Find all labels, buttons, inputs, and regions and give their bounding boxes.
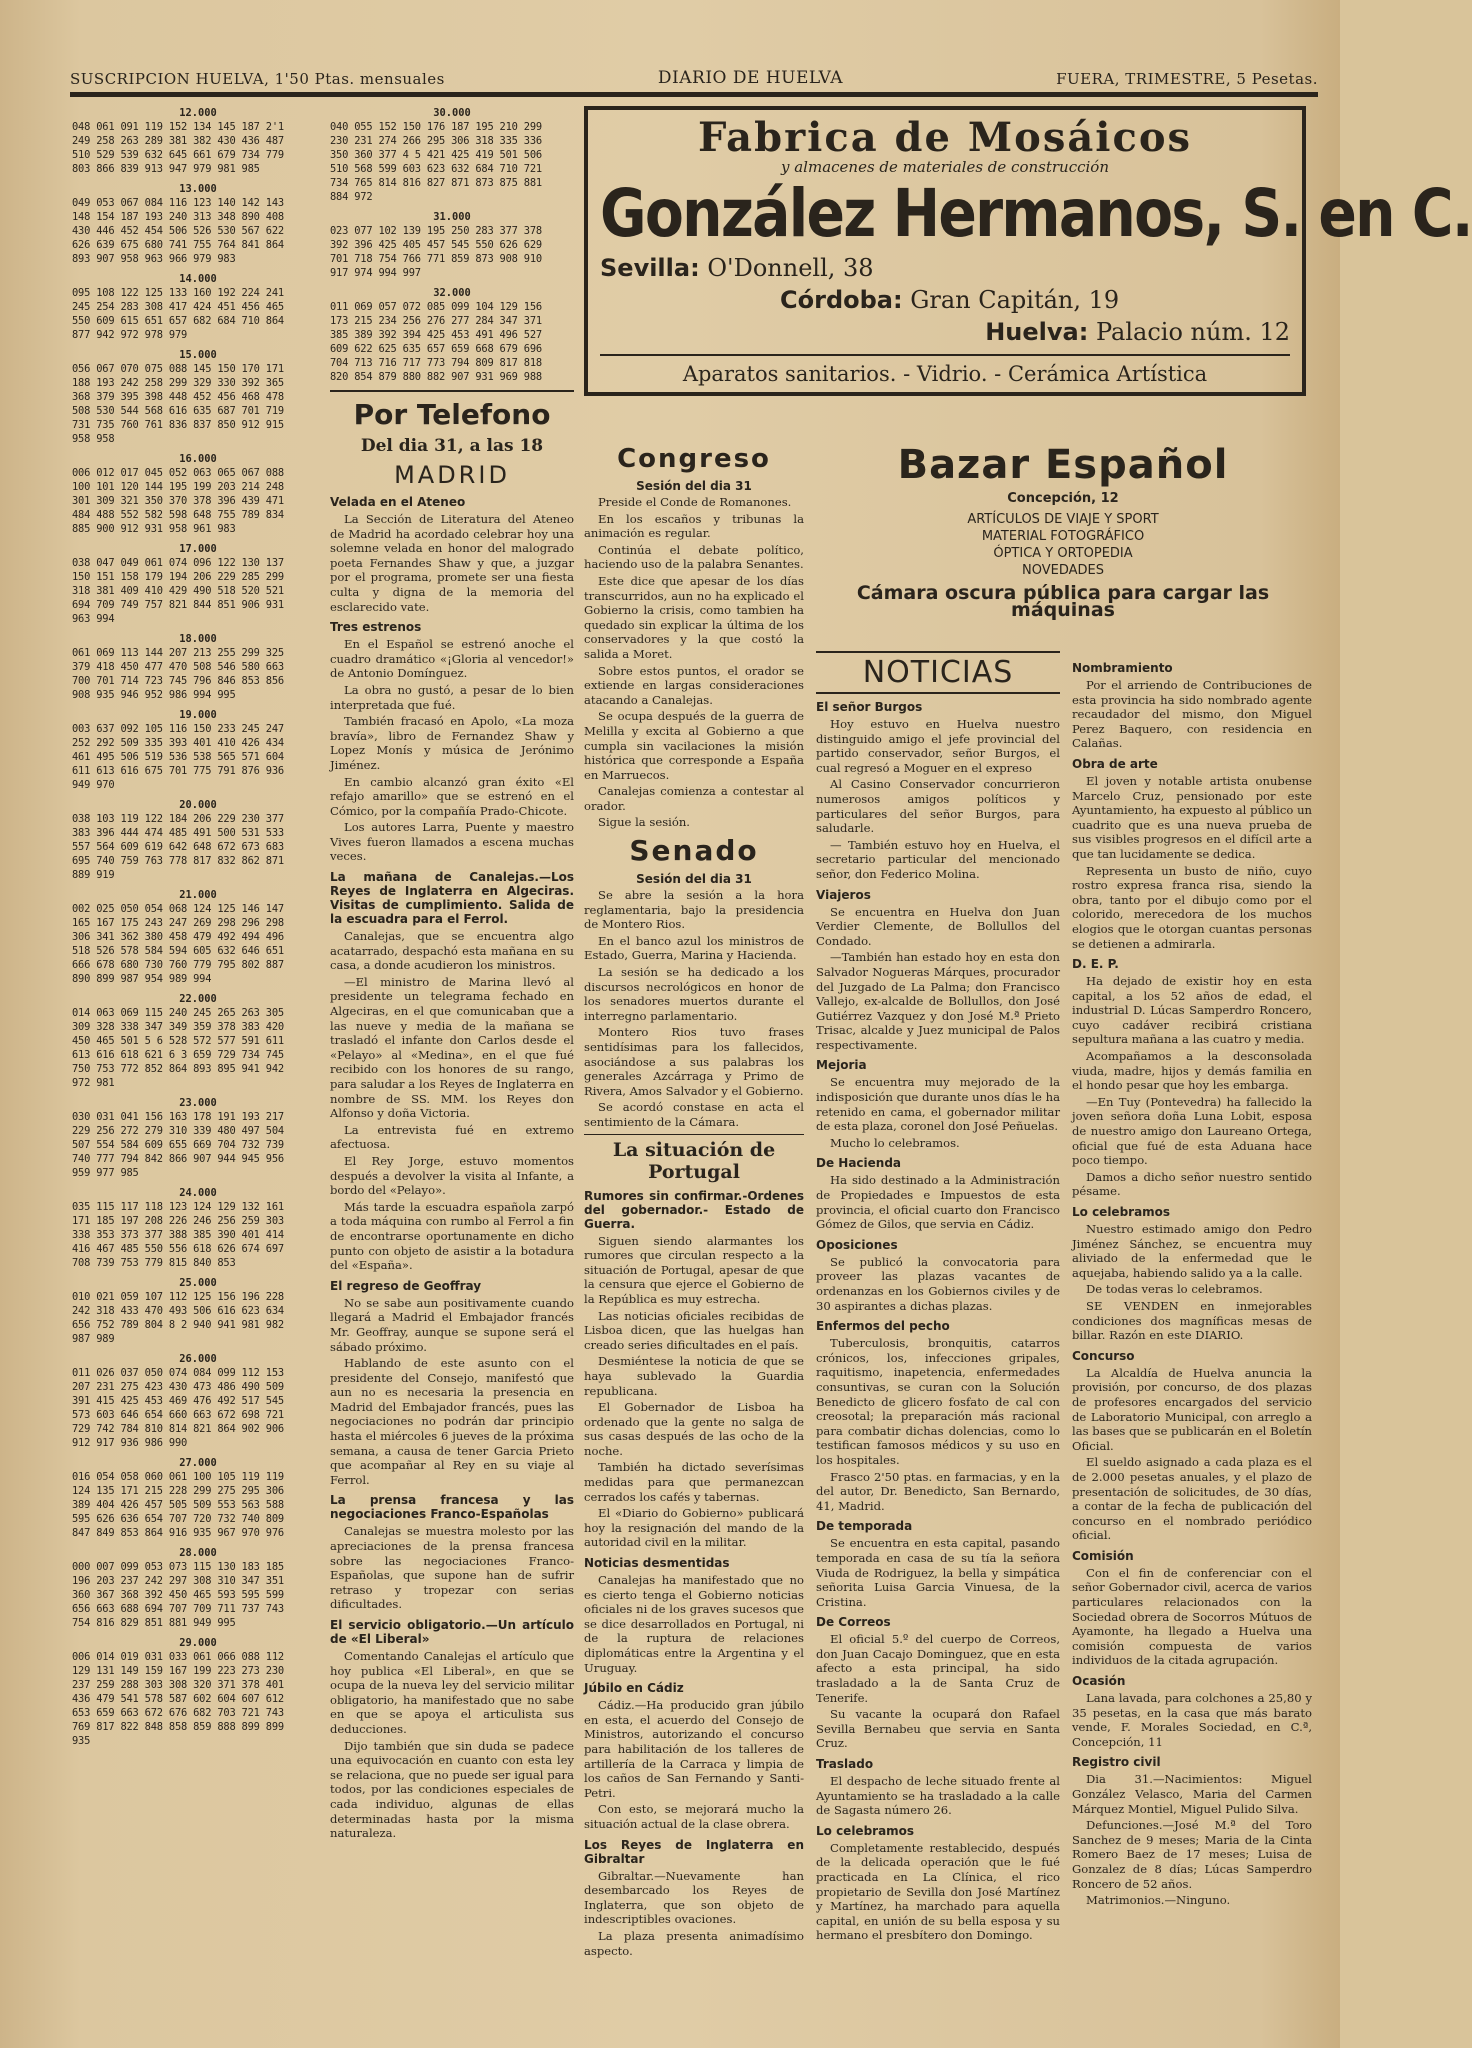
paragraph: El joven y notable artista onubense Marcelo Cruz, pensionado por este Ayuntamiento, ha expuesto al público un cuadrito que es una nueva prueba de sus visibles progresos en el difícil arte a que tan lucidamente se dedica. <box>1072 773 1312 861</box>
divider <box>584 1134 804 1135</box>
section-heading: De Correos <box>816 1615 891 1630</box>
paragraph: Canalejas comienza a contestar al orador. <box>584 784 804 813</box>
section-heading: Ocasión <box>1072 1674 1126 1689</box>
paragraph: En el banco azul los ministros de Estado, Guerra, Marina y Hacienda. <box>584 933 804 963</box>
ad-huelva-label: Huelva: <box>985 318 1089 346</box>
lottery-list-col2 <box>330 106 574 384</box>
lottery-number-row: 908 935 946 952 986 994 995 <box>72 689 236 701</box>
paragraph: Con el fin de conferenciar con el señor Gobernador civil, acerca de varios particulares relacionados con la Sociedad obrera de Socorros Mútuos de Ayamonte, ha llegado a Huelva una comisión compuesta de varios individuos de la citada agrupación. <box>1072 1565 1312 1668</box>
section-heading: Lo celebramos <box>1072 1205 1171 1219</box>
ad-line2: y almacenes de materiales de construcción <box>781 158 1109 176</box>
lottery-number-row: 803 866 839 913 947 979 981 985 <box>72 163 260 175</box>
lottery-number-row: 392 396 425 405 457 545 550 626 629 <box>330 239 542 251</box>
paragraph: Se encuentra en Huelva don Juan Verdier Clemente, de Bollullos del Condado. <box>816 904 1060 948</box>
paragraph: Acompañamos a la desconsolada viuda, madre, hijos y demás familia en el hondo pesar que hoy les embarga. <box>1072 1049 1312 1093</box>
section-heading: Lo celebramos <box>816 1823 915 1838</box>
lottery-thousand-header: 14.000 <box>179 273 217 285</box>
lottery-number-row: 611 613 616 675 701 775 791 876 936 <box>72 765 284 777</box>
lottery-number-row: 518 526 578 584 594 605 632 646 651 <box>72 945 284 957</box>
lottery-number-row: 820 854 879 880 882 907 931 969 988 <box>330 371 542 383</box>
bazar-address: Concepción, 12 <box>1007 491 1119 506</box>
lottery-number-row: 750 753 772 852 864 893 895 941 942 <box>72 1063 284 1075</box>
paragraph: Al Casino Conservador concurrieron numerosos amigos políticos y particulares del señor Burgos, para saludarle. <box>816 777 1060 836</box>
paragraph: También fracasó en Apolo, «La moza bravía», libro de Fernandez Shaw y Lopez Monís y música de Jerónimo Jiménez. <box>330 714 574 772</box>
lottery-number-row: 550 609 615 651 657 682 684 710 864 <box>72 315 284 327</box>
lottery-thousand-header: 27.000 <box>179 1457 217 1469</box>
lottery-number-row: 704 713 716 717 773 794 809 817 818 <box>330 357 542 369</box>
telefono-body <box>330 495 574 1841</box>
paragraph: La plaza presenta animadísimo aspecto. <box>584 1928 804 1958</box>
lottery-number-row: 912 917 936 986 990 <box>72 1437 188 1449</box>
section-heading: Traslado <box>816 1757 874 1772</box>
lottery-number-row: 731 735 760 761 836 837 850 912 915 <box>72 419 284 431</box>
section-heading: La mañana de Canalejas.—Los Reyes de Inglaterra en Algeciras. Visitas de cumplimiento. Salida de la escuadra para el Ferrol. <box>330 870 574 927</box>
lottery-number-row: 450 465 501 5 6 528 572 577 591 611 <box>72 1035 284 1047</box>
telefono-dateline: Del dia 31, a las 18 <box>360 436 544 456</box>
ad-sevilla-address: O'Donnell, 38 <box>707 254 874 282</box>
lottery-number-row: 389 404 426 457 505 509 553 563 588 <box>72 1499 284 1511</box>
lottery-number-row: 061 069 113 144 207 213 255 299 325 <box>72 647 284 659</box>
lottery-number-row: 002 025 050 054 068 124 125 146 147 <box>72 903 284 915</box>
paragraph: Tuberculosis, bronquitis, catarros crónicos, los, infecciones gripales, raquitismo, inapetencia, enfermedades consuntivas, se curan con la Solución Benedicto de glicero fosfato de cal con creosotal; la preparación más racional para combatir dichas dolencias, como lo testifican famosos médicos y su uso en los hospitales. <box>816 1336 1060 1467</box>
paragraph: Representa un busto de niño, cuyo rostro expresa franca risa, siendo la obra, tanto por el dibujo como por el colorido, merecedora de los muchos elogios que le otorgan cuantas personas se detienen a admirarla. <box>1072 863 1312 951</box>
ad-line1: Fabrica de Mosáicos <box>697 114 1193 161</box>
paragraph: SE VENDEN en inmejorables condiciones dos magníficas mesas de billar. Razón en este DIARIO. <box>1072 1298 1312 1343</box>
lottery-number-row: 011 069 057 072 085 099 104 129 156 <box>330 301 542 313</box>
column-noticias <box>816 645 1060 2040</box>
bazar-camera: Cámara oscura pública para cargar las máquinas <box>856 582 1270 621</box>
lottery-number-row: 987 989 <box>72 1333 115 1345</box>
lottery-thousand-header: 20.000 <box>179 799 217 811</box>
lottery-number-row: 769 817 822 848 858 859 888 899 899 <box>72 1721 284 1733</box>
lottery-thousand-header: 18.000 <box>179 633 217 645</box>
lottery-number-row: 847 849 853 864 916 935 967 970 976 <box>72 1527 284 1539</box>
paragraph: Montero Rios tuvo frases sentidísimas para los fallecidos, asociándose a sus palabras los generales Azcárraga y Primo de Rivera, Amos Salvador y el Gobierno. <box>584 1025 804 1098</box>
paragraph: Preside el Conde de Romanones. <box>598 495 792 509</box>
lottery-number-row: 171 185 197 208 226 246 256 259 303 <box>72 1215 284 1227</box>
lottery-thousand-header: 23.000 <box>179 1097 217 1109</box>
senado-title: Senado <box>629 834 759 868</box>
lottery-number-row: 701 718 754 766 771 859 873 908 910 <box>330 253 542 265</box>
paragraph: Se publicó la convocatoria para proveer las plazas vacantes de ordenanzas en los Gobiernos civiles y de 30 aspirantes a dichas plazas. <box>816 1254 1060 1313</box>
lottery-thousand-header: 19.000 <box>179 709 217 721</box>
section-heading: Registro civil <box>1072 1755 1161 1770</box>
lottery-number-row: 100 101 120 144 195 199 203 214 248 <box>72 481 284 493</box>
congreso-session: Sesión del dia 31 <box>636 479 752 493</box>
masthead <box>70 58 1318 97</box>
paragraph: La entrevista fué en extremo afectuosa. <box>330 1122 574 1152</box>
lottery-list-col1 <box>72 100 324 2040</box>
section-heading: El señor Burgos <box>816 700 923 714</box>
lottery-number-row: 383 396 444 474 485 491 500 531 533 <box>72 827 284 839</box>
column-5 <box>1072 655 1312 2040</box>
lottery-number-row: 626 639 675 680 741 755 764 841 864 <box>72 239 284 251</box>
paragraph: Hoy estuvo en Huelva nuestro distinguido amigo el jefe provincial del partido conservador, señor Burgos, el cual regresó a Moguer en el expreso <box>816 717 1060 775</box>
paragraph: En los escaños y tribunas la animación es regular. <box>584 511 804 541</box>
paragraph: Frasco 2'50 ptas. en farmacias, y en la del autor, Dr. Benedicto, San Bernardo, 41, Madrid. <box>816 1469 1060 1513</box>
lottery-number-row: 129 131 149 159 167 199 223 273 230 <box>72 1665 284 1677</box>
section-heading: Enfermos del pecho <box>816 1319 950 1334</box>
lottery-number-row: 613 616 618 621 6 3 659 729 734 745 <box>72 1049 284 1061</box>
lottery-number-row: 207 231 275 423 430 473 486 490 509 <box>72 1381 284 1393</box>
section-heading: Obra de arte <box>1072 756 1158 771</box>
paragraph: De todas veras lo celebramos. <box>1086 1282 1263 1297</box>
lottery-number-row: 048 061 091 119 152 134 145 187 2'1 <box>72 121 284 133</box>
lottery-number-row: 391 415 425 453 469 476 492 517 545 <box>72 1395 284 1407</box>
section-heading: Oposiciones <box>816 1237 898 1252</box>
lottery-number-row: 309 328 338 347 349 359 378 383 420 <box>72 1021 284 1033</box>
bazar-line4: NOVEDADES <box>1022 563 1104 578</box>
lottery-number-row: 124 135 171 215 228 299 275 295 306 <box>72 1485 284 1497</box>
lottery-number-row: 006 014 019 031 033 061 066 088 112 <box>72 1651 284 1663</box>
lottery-number-row: 740 777 794 842 866 907 944 945 956 <box>72 1153 284 1165</box>
lottery-number-row: 049 053 067 084 116 123 140 142 143 <box>72 197 284 209</box>
lottery-thousand-header: 28.000 <box>179 1547 217 1559</box>
section-heading: Comisión <box>1072 1548 1134 1563</box>
lottery-thousand-header: 26.000 <box>179 1353 217 1365</box>
lottery-number-row: 148 154 187 193 240 313 348 890 408 <box>72 211 284 223</box>
paragraph: También ha dictado severísimas medidas para que permanezcan cerrados los cafés y tabernas. <box>584 1460 804 1504</box>
lottery-number-row: 011 026 037 050 074 084 099 112 153 <box>72 1367 284 1379</box>
paragraph: Siguen siendo alarmantes los rumores que circulan respecto a la situación de Portugal, apesar de que la censura que ejerce el Gobierno de la República es muy estrecha. <box>584 1233 804 1306</box>
lottery-number-row: 338 353 373 377 388 385 390 401 414 <box>72 1229 284 1241</box>
lottery-number-row: 708 739 753 779 815 840 853 <box>72 1257 236 1269</box>
lottery-number-row: 510 568 599 603 623 632 684 710 721 <box>330 163 542 175</box>
ad-footer: Aparatos sanitarios. - Vidrio. - Cerámica Artística <box>600 354 1290 386</box>
lottery-number-row: 350 360 377 4 5 421 425 419 501 506 <box>330 149 542 161</box>
paragraph: Dijo también que sin duda se padece una equivocación en cuanto con esta ley se relaciona, que no puede ser igual para todos, por las condiciones especiales de cada individuo, algunas de ellas determinadas hasta por la misma naturaleza. <box>330 1738 574 1841</box>
ad-huelva <box>600 316 1290 348</box>
paragraph: El despacho de leche situado frente al Ayuntamiento se ha trasladado a la calle de Sagasta número 26. <box>816 1774 1060 1818</box>
lottery-thousand-header: 30.000 <box>433 107 471 119</box>
lottery-number-row: 430 446 452 454 506 526 530 567 622 <box>72 225 284 237</box>
newspaper-name: DIARIO DE HUELVA <box>657 68 844 88</box>
lottery-number-row: 959 977 985 <box>72 1167 139 1179</box>
paragraph: Se ocupa después de la guerra de Melilla y excita al Gobierno a que cumpla sin vacilaciones la misión histórica que corresponde a España en Marruecos. <box>584 709 804 782</box>
paragraph: — También estuvo hoy en Huelva, el secretario particular del mencionado señor, don Federico Molina. <box>816 837 1060 881</box>
paragraph: Canalejas, que se encuentra algo acatarrado, despachó esta mañana en su casa, a donde acudieron los ministros. <box>330 929 574 973</box>
column-2 <box>330 100 574 2040</box>
paragraph: Damos a dicho señor nuestro sentido pésame. <box>1072 1169 1312 1199</box>
section-heading: De temporada <box>816 1519 913 1534</box>
paragraph: Continúa el debate político, haciendo uso de la palabra Senantes. <box>584 542 804 572</box>
paragraph: Se encuentra muy mejorado de la indisposición que durante unos días le ha retenido en cama, el gobernador militar de esta plaza, coronel don José Peñuelas. <box>816 1075 1060 1134</box>
lottery-number-row: 653 659 663 672 676 682 703 721 743 <box>72 1707 284 1719</box>
lottery-thousand-header: 16.000 <box>179 453 217 465</box>
lottery-thousand-header: 17.000 <box>179 543 217 555</box>
section-heading: Velada en el Ateneo <box>330 495 466 509</box>
ad-sevilla <box>600 252 1290 284</box>
paragraph: Con esto, se mejorará mucho la situación actual de la clase obrera. <box>584 1802 804 1831</box>
lottery-number-row: 656 663 688 694 707 709 711 737 743 <box>72 1603 284 1615</box>
bazar-line1: ARTÍCULOS DE VIAJE Y SPORT <box>967 512 1159 527</box>
paragraph: —En Tuy (Pontevedra) ha fallecido la joven señora doña Luna Lobit, esposa de nuestro amigo don Laureano Ortega, oficial que fué de esta Aduana hace poco tiempo. <box>1072 1094 1312 1168</box>
congreso-body <box>584 495 804 830</box>
subscription-local: SUSCRIPCION HUELVA, 1'50 Ptas. mensuales <box>70 70 445 88</box>
lottery-number-row: 229 256 272 279 310 339 480 497 504 <box>72 1125 284 1137</box>
paragraph: La Sección de Literatura del Ateneo de Madrid ha acordado celebrar hoy una solemne velada en honor del malogrado poeta Fernandes Shaw y que, a juzgar por el programa, promete ser una fiesta culta y digna de la memoria del esclarecido vate. <box>330 512 574 614</box>
paragraph: Mucho lo celebramos. <box>830 1135 960 1150</box>
paragraph: Más tarde la escuadra española zarpó a toda máquina con rumbo al Ferrol a fin de encontrarse oportunamente en dicho punto con objeto de asistir a la botadura del «España». <box>330 1199 574 1273</box>
lottery-number-row: 003 637 092 105 116 150 233 245 247 <box>72 723 284 735</box>
lottery-number-row: 014 063 069 115 240 245 265 263 305 <box>72 1007 284 1019</box>
ad-cordoba <box>600 284 1290 316</box>
ad-company-name: González Hermanos, S. en C. <box>600 175 1472 252</box>
lottery-thousand-header: 12.000 <box>179 107 217 119</box>
paragraph: Matrimonios.—Ninguno. <box>1086 1893 1231 1908</box>
lottery-number-row: 023 077 102 139 195 250 283 377 378 <box>330 225 542 237</box>
paragraph: Comentando Canalejas el artículo que hoy publica «El Liberal», en que se ocupa de la nueva ley del servicio militar obligatorio, ha manifestado que no sabe en que se apoya el articulista sus deducciones. <box>330 1649 574 1736</box>
paragraph: El Rey Jorge, estuvo momentos después a devolver la visita al Infante, a bordo del «Pelayo». <box>330 1153 574 1198</box>
lottery-number-row: 318 381 409 410 429 490 518 520 521 <box>72 585 284 597</box>
lottery-number-row: 694 709 749 757 821 844 851 906 931 <box>72 599 284 611</box>
paragraph: Lana lavada, para colchones a 25,80 y 35 pesetas, en la casa que más barato vende, F. Morales Sociedad, en C.ª, Concepción, 11 <box>1072 1691 1312 1749</box>
lottery-number-row: 035 115 117 118 123 124 129 132 161 <box>72 1201 284 1213</box>
lottery-number-row: 890 899 987 954 989 994 <box>72 973 212 985</box>
lottery-number-row: 754 816 829 851 881 949 995 <box>72 1617 236 1629</box>
section-heading: D. E. P. <box>1072 957 1119 972</box>
lottery-number-row: 436 479 541 578 587 602 604 607 612 <box>72 1693 284 1705</box>
paragraph: El oficial 5.º del cuerpo de Correos, don Juan Cacajo Dominguez, que en esta afecto a esta principal, ha sido trasladado a la de Santa Cruz de Tenerife. <box>816 1632 1060 1705</box>
paragraph: Defunciones.—José M.ª del Toro Sanchez de 9 meses; Maria de la Cinta Romero Baez de 17 meses; Luisa de Gonzalez de 8 días; Lúcas Samperdro Roncero de 52 años. <box>1072 1818 1312 1891</box>
lottery-number-row: 935 <box>72 1735 91 1747</box>
column-3 <box>584 440 804 2040</box>
lottery-number-row: 461 495 506 519 536 538 565 571 604 <box>72 751 284 763</box>
paragraph: Sigue la sesión. <box>598 815 690 830</box>
bazar-line2: MATERIAL FOTOGRÁFICO <box>981 529 1145 544</box>
bazar-espanol-ad <box>816 440 1310 640</box>
lottery-number-row: 245 254 283 308 417 424 451 456 465 <box>72 301 284 313</box>
lottery-thousand-header: 29.000 <box>179 1637 217 1649</box>
congreso-title: Congreso <box>617 444 771 474</box>
paragraph: —También han estado hoy en esta don Salvador Nogueras Márques, procurador del Juzgado de La Palma; don Francisco Vallejo, ex-alcalde de Bollullos, don José Gutiérrez Vazquez y don José M.ª Prieto Trisac, alcalde y Juez municipal de Palos respectivamente. <box>816 950 1060 1052</box>
lottery-number-row: 949 970 <box>72 779 115 791</box>
lottery-number-row: 301 309 321 350 370 378 396 439 471 <box>72 495 284 507</box>
ad-sevilla-label: Sevilla: <box>600 254 700 282</box>
lottery-number-row: 006 012 017 045 052 063 065 067 088 <box>72 467 284 479</box>
section-heading: De Hacienda <box>816 1156 902 1171</box>
paragraph: Se encuentra en esta capital, pasando temporada en casa de su tía la señora Viuda de Rodriguez, la bella y simpática señorita Luisa Garcia Vinuesa, de la Cristina. <box>816 1536 1060 1609</box>
paragraph: Se acordó constase en acta el sentimiento de la Cámara. <box>584 1100 804 1129</box>
lottery-number-row: 972 981 <box>72 1077 115 1089</box>
paragraph: La Alcaldía de Huelva anuncia la provisión, por concurso, de dos plazas de profesores encargados del servicio de Laboratorio Municipal, con arreglo a las bases que se publicarán en el Boletín Oficial. <box>1072 1365 1312 1453</box>
paragraph: Canalejas se muestra molesto por las apreciaciones de la prensa francesa sobre las negociaciones Franco-Españolas, que supone han de sufrir retraso y tropezar con serias dificultades. <box>330 1524 574 1612</box>
lottery-number-row: 030 031 041 156 163 178 191 193 217 <box>72 1111 284 1123</box>
lottery-number-row: 237 259 288 303 308 320 371 378 401 <box>72 1679 284 1691</box>
divider <box>330 390 574 392</box>
subscription-outside: FUERA, TRIMESTRE, 5 Pesetas. <box>1056 70 1318 88</box>
lottery-number-row: 700 701 714 723 745 796 846 853 856 <box>72 675 284 687</box>
lottery-number-row: 379 418 450 477 470 508 546 580 663 <box>72 661 284 673</box>
lottery-number-row: 484 488 552 582 598 648 755 789 834 <box>72 509 284 521</box>
section-heading: La prensa francesa y las negociaciones Franco-Españolas <box>330 1493 574 1522</box>
portugal-body <box>584 1189 804 1959</box>
gonzalez-hermanos-ad <box>584 106 1472 396</box>
lottery-number-row: 734 765 814 816 827 871 873 875 881 <box>330 177 542 189</box>
lottery-number-row: 729 742 784 810 814 821 864 902 906 <box>72 1423 284 1435</box>
lottery-number-row: 038 047 049 061 074 096 122 130 137 <box>72 557 284 569</box>
lottery-number-row: 230 231 274 266 295 306 318 335 336 <box>330 135 542 147</box>
paragraph: Cádiz.—Ha producido gran júbilo en esta, el acuerdo del Consejo de Ministros, autorizando el concurso para habilitación de los talleres de artillería de la Carraca y limpia de los caños de San Fernando y Santi-Petri. <box>584 1698 804 1800</box>
bazar-title: Bazar Español <box>897 442 1229 488</box>
lottery-number-row: 573 603 646 654 660 663 672 698 721 <box>72 1409 284 1421</box>
paragraph: La obra no gustó, a pesar de lo bien interpretada que fué. <box>330 682 574 712</box>
lottery-number-row: 040 055 152 150 176 187 195 210 299 <box>330 121 542 133</box>
lottery-number-row: 000 007 099 053 073 115 130 183 185 <box>72 1561 284 1573</box>
lottery-number-row: 010 021 059 107 112 125 156 196 228 <box>72 1291 284 1303</box>
lottery-number-row: 917 974 994 997 <box>330 267 421 279</box>
section-heading: El regreso de Geoffray <box>330 1278 482 1293</box>
paragraph: Gibraltar.—Nuevamente han desembarcado los Reyes de Inglaterra, que son objeto de indescriptibles ovaciones. <box>584 1868 804 1927</box>
senado-session: Sesión del dia 31 <box>636 872 752 887</box>
lottery-number-row: 242 318 433 470 493 506 616 623 634 <box>72 1305 284 1317</box>
section-heading: Nombramiento <box>1072 661 1173 675</box>
section-heading: Noticias desmentidas <box>584 1556 730 1571</box>
paragraph: Desmiéntese la noticia de que se haya sublevado la Guardia republicana. <box>584 1354 804 1398</box>
telefono-city: MADRID <box>394 461 510 489</box>
paragraph: El Gobernador de Lisboa ha ordenado que la gente no salga de sus casas después de las ocho de la noche. <box>584 1400 804 1458</box>
lottery-thousand-header: 25.000 <box>179 1277 217 1289</box>
paragraph: Completamente restablecido, después de la delicada operación que le fué practicada en La Clínica, el rico propietario de Sevilla don José Martínez y Martínez, ha marchado para aquella capital, en unión de su bella esposa y su hermano el presbítero don Domingo. <box>816 1840 1060 1943</box>
lottery-number-row: 695 740 759 763 778 817 832 862 871 <box>72 855 284 867</box>
paragraph: No se sabe aun positivamente cuando llegará a Madrid el Embajador francés Mr. Geoffray, aunque se supone será el sábado próximo. <box>330 1295 574 1354</box>
ad-cordoba-address: Gran Capitán, 19 <box>910 286 1120 314</box>
lottery-number-row: 510 529 539 632 645 661 679 734 779 <box>72 149 284 161</box>
bazar-line3: ÓPTICA Y ORTOPEDIA <box>993 546 1133 561</box>
lottery-number-row: 557 564 609 619 642 648 672 673 683 <box>72 841 284 853</box>
senado-body <box>584 888 804 1130</box>
paragraph: Por el arriendo de Contribuciones de esta provincia ha sido nombrado agente recaudador del mismo, don Miguel Perez Baquero, con residencia en Calañas. <box>1072 678 1312 751</box>
noticias-title: NOTICIAS <box>816 651 1060 694</box>
paragraph: Las noticias oficiales recibidas de Lisboa dicen, que las huelgas han creado series dificultades en el país. <box>584 1308 804 1352</box>
paragraph: El sueldo asignado a cada plaza es el de 2.000 pesetas anuales, y el plazo de presentación de solicitudes, de 30 días, a contar de la fecha de publicación del concurso en el nombrado periódico oficial. <box>1072 1455 1312 1543</box>
paragraph: —El ministro de Marina llevó al presidente un telegrama fechado en Algeciras, en el que comunicaban que a las nueve y media de la mañana se trasladó el infante don Carlos desde el «Pelayo» al «Medina», en el que fué recibido con los honores de su rango, para saludar a los Reyes de Inglaterra en nombre de SS. MM. los Reyes don Alfonso y doña Victoria. <box>330 974 574 1121</box>
column-5-body <box>1072 661 1312 1908</box>
lottery-thousand-header: 32.000 <box>433 287 471 299</box>
lottery-number-row: 609 622 625 635 657 659 668 679 696 <box>330 343 542 355</box>
lottery-number-row: 095 108 122 125 133 160 192 224 241 <box>72 287 284 299</box>
lottery-number-row: 368 379 395 398 448 452 456 468 478 <box>72 391 284 403</box>
lottery-thousand-header: 31.000 <box>433 211 471 223</box>
lottery-number-row: 385 389 392 394 425 453 491 496 527 <box>330 329 542 341</box>
paragraph: Hablando de este asunto con el presidente del Consejo, manifestó que aun no es necesaria la presencia en Madrid del Embajador francés, pues las negociaciones no podrán dar principio hasta el miércoles 6 jueves de la próxima semana, a causa de tener Garcia Prieto que acompañar al Rey en su viaje al Ferrol. <box>330 1356 574 1487</box>
lottery-number-row: 188 193 242 258 299 329 330 392 365 <box>72 377 284 389</box>
paragraph: Sobre estos puntos, el orador se extiende en largas consideraciones atacando a Canalejas. <box>584 663 804 707</box>
paragraph: Su vacante la ocupará don Rafael Sevilla Bernabeu que servia en Santa Cruz. <box>816 1707 1060 1751</box>
lottery-number-row: 196 203 237 242 297 308 310 347 351 <box>72 1575 284 1587</box>
lottery-number-row: 016 054 058 060 061 100 105 119 119 <box>72 1471 284 1483</box>
lottery-number-row: 885 900 912 931 958 961 983 <box>72 523 236 535</box>
paragraph: Los autores Larra, Puente y maestro Vives fueron llamados a escena muchas veces. <box>330 820 574 864</box>
lottery-number-row: 963 994 <box>72 613 115 625</box>
paragraph: En el Español se estrenó anoche el cuadro dramático «¡Gloria al vencedor!» de Antonio Domínguez. <box>330 637 574 681</box>
lottery-number-row: 173 215 234 256 276 277 284 347 371 <box>330 315 542 327</box>
paragraph: En cambio alcanzó gran éxito «El refajo amarillo» que se estrenó en el Cómico, por la compañía Prado-Chicote. <box>330 774 574 818</box>
lottery-number-row: 884 972 <box>330 191 373 203</box>
section-heading: Rumores sin confirmar.-Ordenes del gobernador.- Estado de Guerra. <box>584 1188 804 1231</box>
paragraph: La sesión se ha dedicado a los discursos necrológicos en honor de los senadores muertos durante el interregno parlamentario. <box>584 965 804 1023</box>
section-heading: Júbilo en Cádiz <box>584 1681 684 1696</box>
paragraph: Nuestro estimado amigo don Pedro Jiménez Sánchez, se encuentra muy aliviado de la enfermedad que le aquejaba, habiendo salido ya a la calle. <box>1072 1222 1312 1280</box>
lottery-number-row: 877 942 972 978 979 <box>72 329 188 341</box>
lottery-number-row: 150 151 158 179 194 206 229 285 299 <box>72 571 284 583</box>
lottery-number-row: 306 341 362 380 458 479 492 494 496 <box>72 931 284 943</box>
lottery-number-row: 893 907 958 963 966 979 983 <box>72 253 236 265</box>
lottery-number-row: 249 258 263 289 381 382 430 436 487 <box>72 135 284 147</box>
ad-huelva-address: Palacio núm. 12 <box>1095 318 1290 346</box>
section-heading: Viajeros <box>816 887 871 902</box>
lottery-number-row: 508 530 544 568 616 635 687 701 719 <box>72 405 284 417</box>
paragraph: Canalejas ha manifestado que no es cierto tenga el Gobierno noticias oficiales ni de los graves sucesos que se dice desarrollados en Portugal, ni de la ruptura de relaciones diplomáticas entre la Argentina y el Uruguay. <box>584 1573 804 1675</box>
section-heading: Mejoria <box>816 1058 867 1073</box>
lottery-number-row: 595 626 636 654 707 720 732 740 809 <box>72 1513 284 1525</box>
section-heading: Concurso <box>1072 1348 1135 1363</box>
lottery-thousand-header: 24.000 <box>179 1187 217 1199</box>
lottery-number-row: 038 103 119 122 184 206 229 230 377 <box>72 813 284 825</box>
telefono-title: Por Telefono <box>353 398 551 431</box>
lottery-number-row: 666 678 680 730 760 779 795 802 887 <box>72 959 284 971</box>
lottery-number-row: 656 752 789 804 8 2 940 941 981 982 <box>72 1319 284 1331</box>
noticias-body <box>816 700 1060 1943</box>
paragraph: Ha dejado de existir hoy en esta capital, a los 52 años de edad, el industrial D. Lúcas Samperdro Roncero, cuyo cadáver recibirá cristiana sepultura mañana a las cuatro y media. <box>1072 974 1312 1047</box>
lottery-number-row: 507 554 584 609 655 669 704 732 739 <box>72 1139 284 1151</box>
lottery-thousand-header: 13.000 <box>179 183 217 195</box>
paragraph: El «Diario do Gobierno» publicará hoy la resignación del mando de la autoridad civil en la militar. <box>584 1506 804 1550</box>
lottery-thousand-header: 22.000 <box>179 993 217 1005</box>
paragraph: Dia 31.—Nacimientos: Miguel González Velasco, Maria del Carmen Márquez Montiel, Miguel Pulido Silva. <box>1072 1772 1312 1816</box>
lottery-thousand-header: 15.000 <box>179 349 217 361</box>
lottery-number-row: 165 167 175 243 247 269 298 296 298 <box>72 917 284 929</box>
lottery-number-row: 416 467 485 550 556 618 626 674 697 <box>72 1243 284 1255</box>
lottery-number-row: 252 292 509 335 393 401 410 426 434 <box>72 737 284 749</box>
ad-cordoba-label: Córdoba: <box>780 286 903 314</box>
lottery-number-row: 360 367 368 392 450 465 593 595 599 <box>72 1589 284 1601</box>
section-heading: Los Reyes de Inglaterra en Gibraltar <box>584 1837 804 1866</box>
paragraph: Este dice que apesar de los días transcurridos, aun no ha explicado el Gobierno la crisis, como tambien ha quedado sin explicar la última de los conservadores y la que costó la salida a Moret. <box>584 573 804 661</box>
portugal-title: La situación de Portugal <box>612 1138 776 1183</box>
paragraph: Se abre la sesión a la hora reglamentaria, bajo la presidencia de Montero Rios. <box>584 888 804 932</box>
section-heading: Tres estrenos <box>330 620 422 635</box>
lottery-number-row: 056 067 070 075 088 145 150 170 171 <box>72 363 284 375</box>
lottery-number-row: 889 919 <box>72 869 115 881</box>
section-heading: El servicio obligatorio.—Un artículo de «El Liberal» <box>330 1618 574 1646</box>
lottery-thousand-header: 21.000 <box>179 889 217 901</box>
lottery-number-row: 958 958 <box>72 433 115 445</box>
paragraph: Ha sido destinado a la Administración de Propiedades e Impuestos de esta provincia, el oficial cuarto don Francisco Gómez de Gilos, que servia en Cádiz. <box>816 1173 1060 1232</box>
